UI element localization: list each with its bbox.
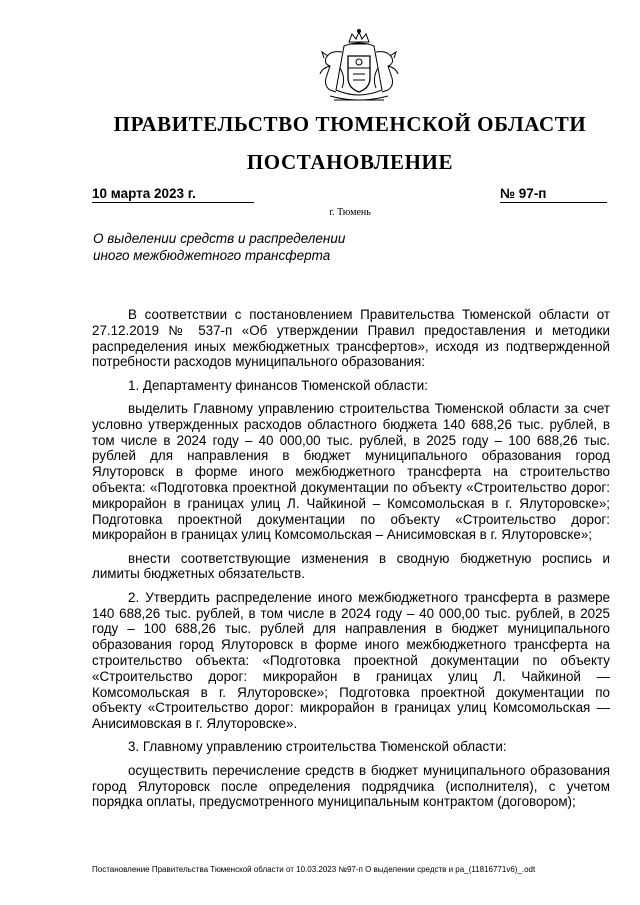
document-subject [93, 230, 413, 264]
document-body [92, 307, 610, 818]
document-number: № 97-п [500, 186, 607, 203]
organization-title: ПРАВИТЕЛЬСТВО ТЮМЕНСКОЙ ОБЛАСТИ [113, 112, 587, 136]
preamble-paragraph: В соответствии с постановлением Правительства Тюменской области от 27.12.2019 № 537-п «Об утверждении Правил предоставления и методики распределения иных межбюджетных трансфертов», исходя из подтвержденной потребности расходов муниципального образования: [92, 307, 610, 370]
clause-2-paragraph: 2. Утвердить распределение иного межбюджетного трансферта в размере 140 688,26 тыс. рублей, в том числе в 2024 году – 40 000,00 тыс. рублей, в 2025 году – 100 688,26 тыс. рублей для направления в бюджет муниципального образования город Ялуторовск в форме иного межбюджетного трансферта на строительство объекта: «Подготовка проектной документации по объекту «Строительство дорог: микрорайон в границах улиц Л. Чайкиной — Комсомольская в г. Ялуторовске»; Подготовка проектной документации по объекту «Строительство дорог: микрорайон в границах улиц Комсомольская — Анисимовская в г. Ялуторовске». [92, 589, 610, 732]
coat-of-arms-icon [316, 28, 402, 106]
document-type-title: ПОСТАНОВЛЕНИЕ [246, 150, 454, 174]
subject-line: иного межбюджетного трансферта [93, 248, 331, 263]
clause-3-transfer-paragraph: осуществить перечисление средств в бюджет муниципального образования город Ялуторовск после определения подрядчика (исполнителя), с учетом порядка оплаты, предусмотренного муниципальным контрактом (договором); [92, 762, 610, 810]
subject-line: О выделении средств и распределении [93, 231, 346, 246]
clause-3-heading: 3. Главному управлению строительства Тюменской области: [128, 739, 507, 755]
clause-1-heading: 1. Департаменту финансов Тюменской области: [128, 377, 428, 393]
clause-1-allocate-paragraph: выделить Главному управлению строительства Тюменской области за счет условно утвержденных расходов областного бюджета 140 688,26 тыс. рублей, в том числе в 2024 году – 40 000,00 тыс. рублей, в 2025 году – 100 688,26 тыс. рублей для направления в бюджет муниципального образования город Ялуторовск в форме иного межбюджетного трансферта на строительство объекта: «Подготовка проектной документации по объекту «Строительство дорог: микрорайон в границах улиц Л. Чайкиной – Комсомольская в г. Ялуторовске»; Подготовка проектной документации по объекту «Строительство дорог: микрорайон в границах улиц Комсомольская – Анисимовская в г. Ялуторовске»; [92, 400, 610, 543]
city-label: г. Тюмень [329, 207, 371, 218]
document-date: 10 марта 2023 г. [92, 186, 254, 203]
document-footer: Постановление Правительства Тюменской области от 10.03.2023 №97-п О выделении средств и ра_(11816771v6)_.odt [92, 865, 536, 874]
clause-1-amend-paragraph: внести соответствующие изменения в сводную бюджетную роспись и лимиты бюджетных обязательств. [92, 550, 610, 582]
date-number-row [92, 186, 607, 208]
